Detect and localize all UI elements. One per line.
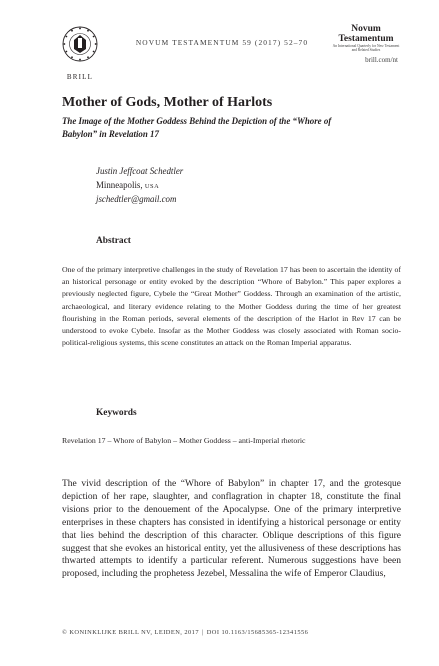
footer-separator: | — [201, 629, 204, 636]
keywords-text: Revelation 17 – Whore of Babylon – Mother Goddess – anti-Imperial rhetoric — [62, 436, 306, 445]
article-title: Mother of Gods, Mother of Harlots — [62, 95, 273, 110]
journal-citation: NOVUM TESTAMENTUM 59 (2017) 52–70 — [135, 38, 309, 47]
abstract-text: One of the primary interpretive challenges in the study of Revelation 17 has been to ascertain the identity of an historical personage or entity evoked by the description “Whore of Babylon.” This paper explores a previously neglected figure, Cybele the “Great Mother” Goddess. Through an examination of the artistic, archaeological, and literary evidence relating to the Mother Goddess during the time of her greatest flourishing in the Roman periods, several elements of the description of the Harlot in Rev 17 can be understood to evoke Cybele. Insofar as the Mother Goddess was closely associated with Roman socio-political-religious systems, this scene constitutes an attack on the Roman Imperial apparatus. — [62, 265, 401, 348]
author-email[interactable]: jschedtler@gmail.com — [96, 194, 177, 204]
author-country: USA — [144, 183, 160, 190]
abstract-heading: Abstract — [96, 236, 131, 246]
author-name: Justin Jeffcoat Schedtler — [96, 166, 184, 176]
footer — [62, 629, 362, 636]
keywords-heading: Keywords — [96, 408, 137, 418]
footer-copyright: © KONINKLIJKE BRILL NV, LEIDEN, 2017 — [62, 629, 199, 636]
journal-name: Novum Testamentum — [338, 24, 394, 44]
article-subtitle: The Image of the Mother Goddess Behind the Depiction of the “Whore of Babylon” in Revelation 17 — [62, 116, 332, 139]
footer-doi: DOI 10.1163/15685365-12341556 — [206, 629, 309, 636]
publisher-name: BRILL — [66, 73, 94, 81]
brill-logo — [59, 22, 101, 72]
journal-url[interactable]: brill.com/nt — [365, 56, 398, 64]
body-paragraph: The vivid description of the “Whore of Babylon” in chapter 17, and the grotesque depiction of her rape, slaughter, and conflagration in chapter 18, constitute the final visions prior to the denouement of the Apocalypse. One of the primary interpretive enterprises in these chapters has consisted in identifying a historical personage or entity that lies behind the description of this character. Oblique descriptions of this figure suggest that she evokes an historical entity, yet the allusiveness of these descriptions has thwarted attempts to identify a particular referent. Numerous suggestions have been proposed, including the prophetess Jezebel, Messalina the wife of Emperor Claudius, — [62, 479, 401, 580]
author-city: Minneapolis, — [96, 180, 143, 190]
author-affiliation — [96, 180, 159, 190]
journal-subtitle: An International Quarterly for New Testament and Related Studies — [332, 44, 400, 53]
